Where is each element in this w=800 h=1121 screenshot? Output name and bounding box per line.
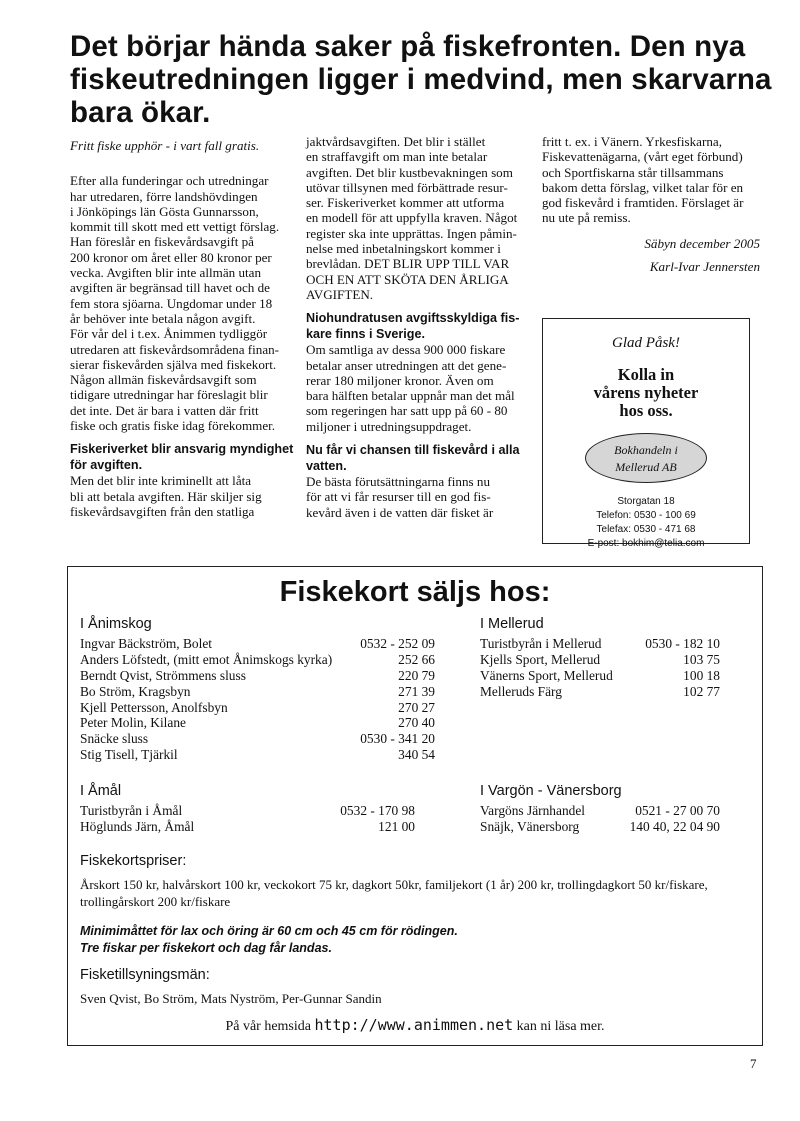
bookshop-ad bbox=[542, 318, 750, 549]
headline-line: bara ökar. bbox=[70, 96, 211, 129]
vendor-row bbox=[80, 803, 415, 819]
ad-headline-line: Kolla in bbox=[617, 365, 675, 384]
place-date: Säbyn december 2005 bbox=[644, 235, 760, 251]
text-line: för att vi får resurser till en god fis- bbox=[306, 489, 491, 505]
ad-phone: Telefon: 0530 - 100 69 bbox=[596, 510, 696, 521]
text-line: kommit till skott med ett vettigt förslag. bbox=[70, 219, 280, 235]
vendor-name: Berndt Qvist, Strömmens sluss bbox=[80, 667, 246, 683]
section-heading: I Vargön - Vänersborg bbox=[480, 783, 622, 799]
vendor-phone: 0530 - 182 10 bbox=[645, 636, 720, 651]
headline-line: fiskeutredningen ligger i medvind, men skarvarna bbox=[70, 63, 772, 96]
subhead-line: vatten. bbox=[306, 459, 347, 474]
logo-line: Mellerud AB bbox=[615, 460, 677, 474]
vendor-row bbox=[80, 684, 435, 700]
article-paragraph bbox=[306, 342, 524, 434]
vendor-phone: 0532 - 252 09 bbox=[360, 636, 435, 651]
subhead-line: för avgiften. bbox=[70, 458, 143, 473]
text-line: kevård även i de vatten där fisket är bbox=[306, 504, 494, 520]
prices-heading: Fiskekortspriser: bbox=[80, 853, 187, 869]
section-heading: I Mellerud bbox=[480, 616, 544, 632]
ad-street: Storgatan 18 bbox=[617, 496, 675, 507]
text-line: jaktvårdsavgiften. Det blir i stället bbox=[306, 134, 486, 149]
vendors-mellerud bbox=[480, 615, 720, 700]
section-heading: I Ånimskog bbox=[80, 616, 152, 632]
article-column-2 bbox=[306, 134, 524, 520]
vendor-phone: 270 27 bbox=[398, 699, 435, 715]
vendor-phone: 340 54 bbox=[398, 747, 435, 763]
vendor-row bbox=[80, 700, 435, 716]
vendor-row bbox=[480, 803, 720, 819]
vendor-name: Ingvar Bäckström, Bolet bbox=[80, 636, 213, 651]
text-line: De bästa förutsättningarna finns nu bbox=[306, 474, 490, 490]
text-line: För vår del i t.ex. Ånimmen tydliggör bbox=[70, 326, 268, 342]
fiskekort-title: Fiskekort säljs hos: bbox=[279, 576, 551, 608]
article-subhead bbox=[306, 442, 524, 474]
vendor-phone: 0521 - 27 00 70 bbox=[635, 803, 720, 818]
vendor-phone: 270 40 bbox=[398, 715, 435, 731]
headline-line: Det börjar hända saker på fiskefronten. Den nya bbox=[70, 30, 746, 63]
text-line: fem stora sjöarna. Ungdomar under 18 bbox=[70, 295, 273, 311]
text-line: det inte. Det är bara i vatten där fritt bbox=[70, 402, 259, 418]
vendor-row bbox=[480, 668, 720, 684]
text-line: Han föreslår en fiskevårdsavgift på bbox=[70, 234, 254, 250]
text-line: Efter alla funderingar och utredningar bbox=[70, 173, 269, 189]
text-line: miljoner i utredningsuppdraget. bbox=[306, 418, 472, 434]
text-line: Fiskevattenägarna, (vårt eget förbund) bbox=[542, 149, 743, 165]
vendor-row bbox=[480, 636, 720, 652]
vendor-row bbox=[80, 747, 435, 763]
subhead-line: Nu får vi chansen till fiskevård i alla bbox=[306, 443, 520, 458]
article-paragraph bbox=[306, 134, 524, 302]
rule-line: Tre fiskar per fiskekort och dag får landas. bbox=[80, 941, 332, 955]
vendor-name: Kjell Pettersson, Anolfsbyn bbox=[80, 699, 228, 715]
vendor-name: Höglunds Järn, Åmål bbox=[80, 818, 195, 834]
vendor-phone: 271 39 bbox=[398, 683, 435, 699]
vendors-vargon bbox=[480, 782, 720, 835]
text-line: avgiften är begränsad till havet och de bbox=[70, 280, 270, 296]
website-pre: På vår hemsida bbox=[225, 1019, 311, 1034]
vendor-name: Snäcke sluss bbox=[80, 731, 149, 747]
article-subhead bbox=[306, 310, 524, 342]
vendor-phone: 220 79 bbox=[398, 667, 435, 683]
prices-line: trollingårskort 200 kr/fiskare bbox=[80, 894, 231, 909]
vendor-row bbox=[480, 819, 720, 835]
text-line: vecka. Avgiften blir inte allmän utan bbox=[70, 265, 262, 281]
text-line: brevlådan. DET BLIR UPP TILL VAR bbox=[306, 256, 510, 272]
text-line: bakom detta förslag, vilket talar för en bbox=[542, 179, 744, 195]
article-paragraph bbox=[70, 473, 288, 519]
ad-email: E-post: bokhim@telia.com bbox=[587, 538, 705, 549]
vendor-row bbox=[480, 684, 720, 700]
vendor-name: Melleruds Färg bbox=[480, 683, 562, 699]
text-line: en straffavgift om man inte betalar bbox=[306, 149, 488, 165]
subhead-line: Niohundratusen avgiftsskyldiga fis- bbox=[306, 311, 520, 326]
text-line: OCH EN ATT SKÖTA DEN ÅRLIGA bbox=[306, 271, 509, 287]
article-paragraph bbox=[70, 173, 288, 433]
text-line: sierar fiskevården själva med fiskekort. bbox=[70, 356, 277, 372]
prices-line: Årskort 150 kr, halvårskort 100 kr, veckokort 75 kr, dagkort 50kr, familjekort (1 år) 200 kr, trollingdagkort 50 kr/fiskare, bbox=[80, 877, 708, 892]
vendor-row bbox=[80, 668, 435, 684]
vendors-animskog bbox=[80, 615, 435, 763]
vendor-row bbox=[80, 636, 435, 652]
vendor-phone: 0532 - 170 98 bbox=[340, 803, 415, 818]
article-paragraph bbox=[306, 474, 524, 520]
rule-line: Minimimåttet för lax och öring är 60 cm och 45 cm för rödingen. bbox=[80, 924, 458, 938]
text-line: Men det blir inte kriminellt att låta bbox=[70, 473, 252, 489]
supervisors-list: Sven Qvist, Bo Ström, Mats Nyström, Per-Gunnar Sandin bbox=[80, 991, 382, 1006]
vendor-name: Turistbyrån i Åmål bbox=[80, 803, 183, 818]
text-line: har utredaren, förre landshövdingen bbox=[70, 188, 258, 204]
page-number: 7 bbox=[750, 1056, 757, 1071]
prices-text bbox=[80, 876, 752, 910]
vendor-name: Peter Molin, Kilane bbox=[80, 715, 186, 731]
text-line: bara hälften betalar uppnår man det mål bbox=[306, 388, 515, 404]
supervisors-heading: Fisketillsyningsmän: bbox=[80, 967, 210, 983]
vendor-row bbox=[80, 731, 435, 747]
vendor-phone: 103 75 bbox=[683, 651, 720, 667]
text-line: 200 kronor om året eller 80 kronor per bbox=[70, 249, 272, 265]
text-line: bli att betala avgiften. Här skiljer sig bbox=[70, 488, 262, 504]
vendor-phone: 102 77 bbox=[683, 683, 720, 699]
text-line: fiskevårdsavgiften från den statliga bbox=[70, 503, 255, 519]
text-line: avgiften. Det blir kustbevakningen som bbox=[306, 164, 513, 180]
vendor-name: Stig Tisell, Tjärkil bbox=[80, 747, 178, 763]
text-line: god fiskevård i framtiden. Förslaget är bbox=[542, 195, 744, 211]
text-line: Om samtliga av dessa 900 000 fiskare bbox=[306, 342, 506, 358]
ad-headline-line: vårens nyheter bbox=[593, 383, 699, 402]
vendor-name: Bo Ström, Kragsbyn bbox=[80, 683, 191, 699]
author: Karl-Ivar Jennersten bbox=[649, 259, 760, 275]
text-line: utredaren att fiskevårdsområdena finan- bbox=[70, 341, 280, 357]
vendor-row bbox=[80, 819, 415, 835]
text-line: fritt t. ex. i Vänern. Yrkesfiskarna, bbox=[542, 134, 722, 149]
vendor-name: Vargöns Järnhandel bbox=[480, 803, 585, 818]
website-link[interactable]: http://www.animmen.net bbox=[314, 1016, 514, 1034]
text-line: en modell för att uppfylla kraven. Något bbox=[306, 210, 518, 226]
vendor-phone: 140 40, 22 04 90 bbox=[629, 818, 720, 834]
article-paragraph bbox=[542, 134, 760, 226]
article-subhead bbox=[70, 441, 294, 473]
ad-headline-line: hos oss. bbox=[619, 401, 673, 420]
text-line: rerar 180 miljoner kronor. Även om bbox=[306, 372, 494, 388]
bookshop-logo bbox=[585, 433, 707, 483]
vendor-name: Vänerns Sport, Mellerud bbox=[480, 667, 613, 683]
ad-greeting: Glad Påsk! bbox=[612, 335, 680, 351]
text-line: AVGIFTEN. bbox=[306, 286, 374, 302]
vendor-row bbox=[80, 652, 435, 668]
text-line: i Jönköpings län Gösta Gunnarsson, bbox=[70, 203, 259, 219]
vendor-phone: 100 18 bbox=[683, 667, 720, 683]
text-line: fiske och gratis fiske idag förekommer. bbox=[70, 418, 276, 434]
article-column-3 bbox=[542, 134, 760, 274]
text-line: betalar anser utredningen att det gene- bbox=[306, 357, 507, 373]
subhead-line: kare finns i Sverige. bbox=[306, 327, 425, 342]
logo-line: Bokhandeln i bbox=[614, 443, 678, 457]
catch-rules bbox=[80, 923, 752, 957]
vendor-phone: 121 00 bbox=[378, 818, 415, 834]
article-column-1 bbox=[70, 138, 294, 519]
text-line: tidigare utredningar har föreslagit blir bbox=[70, 387, 268, 403]
text-line: år behöver inte betala någon avgift. bbox=[70, 310, 256, 326]
text-line: och Sportfiskarna står tillsammans bbox=[542, 164, 724, 180]
vendor-name: Anders Löfstedt, (mitt emot Ånimskogs kyrka) bbox=[80, 651, 333, 667]
text-line: nelse med inbetalningskort kommer i bbox=[306, 241, 501, 257]
subhead-line: Fiskeriverket blir ansvarig myndighet bbox=[70, 442, 294, 457]
text-line: som regeringen har satt upp på 60 - 80 bbox=[306, 403, 508, 419]
website-line bbox=[68, 1016, 762, 1035]
vendors-amal bbox=[80, 782, 415, 835]
text-line: Någon allmän fiskevårdsavgift som bbox=[70, 372, 257, 388]
ad-headline bbox=[543, 366, 749, 420]
ad-contact bbox=[543, 495, 749, 551]
ad-fax: Telefax: 0530 - 471 68 bbox=[596, 524, 696, 535]
vendor-row bbox=[480, 652, 720, 668]
vendor-name: Turistbyrån i Mellerud bbox=[480, 636, 602, 651]
vendor-name: Kjells Sport, Mellerud bbox=[480, 651, 601, 667]
text-line: nu ute på remiss. bbox=[542, 210, 631, 226]
text-line: utövar tillsynen med förbättrade resur- bbox=[306, 179, 508, 195]
vendor-name: Snäjk, Vänersborg bbox=[480, 818, 580, 834]
vendor-phone: 0530 - 341 20 bbox=[360, 731, 435, 747]
section-heading: I Åmål bbox=[80, 783, 122, 799]
fiskekort-box bbox=[67, 566, 763, 1046]
article-lede: Fritt fiske upphör - i vart fall gratis. bbox=[70, 138, 260, 153]
headline bbox=[70, 30, 770, 129]
text-line: ser. Fiskeriverket kommer att utforma bbox=[306, 195, 505, 211]
website-post: kan ni läsa mer. bbox=[516, 1019, 605, 1034]
text-line: register ska inte upprättas. Ingen påmin- bbox=[306, 225, 517, 241]
vendor-row bbox=[80, 715, 435, 731]
vendor-phone: 252 66 bbox=[398, 651, 435, 667]
